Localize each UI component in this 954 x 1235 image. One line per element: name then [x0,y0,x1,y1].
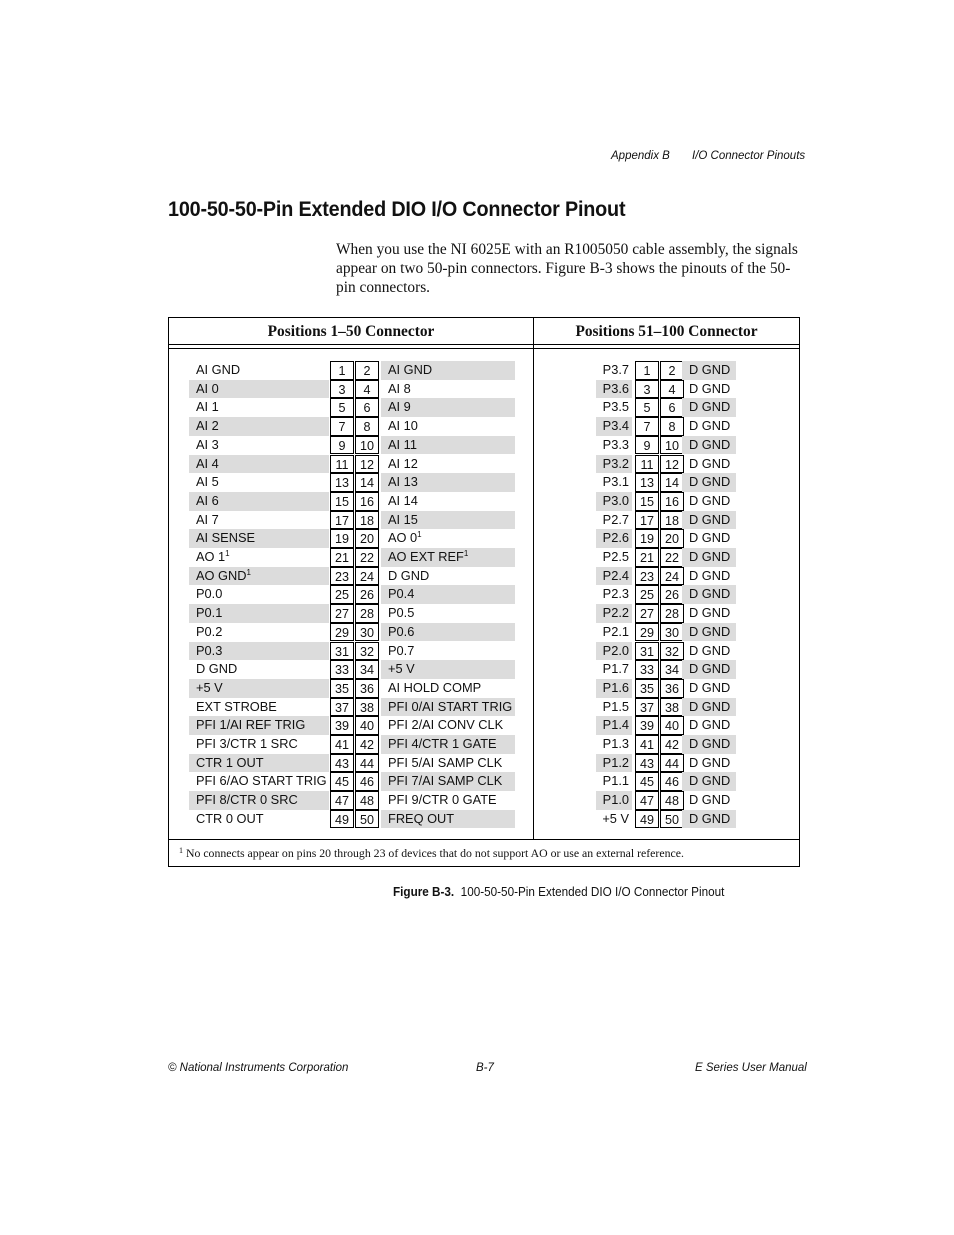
signal-label [596,754,632,773]
pin-number: 24 [660,567,684,586]
right-pin-row [169,604,799,623]
signal-name: AI GND [388,362,433,377]
signal-label [596,455,632,474]
signal-name: D GND [689,810,731,826]
pin-number: 19 [330,529,354,548]
pin-number: 24 [355,567,379,586]
signal-name: P1.5 [602,698,629,714]
signal-name: AI 9 [388,399,411,415]
signal-name: EXT STROBE [196,698,277,714]
signal-label [596,642,632,661]
pin-number: 43 [635,754,659,773]
pin-number: 47 [635,791,659,810]
pin-number: 50 [660,810,684,829]
pin-number: 36 [660,679,684,698]
signal-label [682,698,736,717]
signal-label [682,380,736,399]
signal-name: P2.2 [602,605,629,621]
pin-number: 16 [355,492,379,511]
right-pin-row [169,492,799,511]
pin-number: 34 [355,660,379,679]
pin-number: 17 [330,511,354,530]
signal-name: D GND [689,661,731,677]
signal-name: AI HOLD COMP [388,679,482,695]
footnote-rule [169,839,799,840]
signal-name: +5 V [196,679,223,695]
pin-number: 10 [355,436,379,455]
pin-number: 28 [660,604,684,623]
pin-number: 21 [635,548,659,567]
pin-number: 43 [330,754,354,773]
signal-name: PFI 7/AI SAMP CLK [388,773,503,789]
signal-name: D GND [689,605,731,621]
pin-number: 31 [330,642,354,661]
signal-label [596,567,632,586]
pin-number: 40 [355,716,379,735]
right-pin-row [169,473,799,492]
pin-number: 21 [330,548,354,567]
signal-name: D GND [689,362,731,377]
signal-label [596,398,632,417]
pin-number: 48 [355,791,379,810]
signal-name: P2.4 [602,567,629,583]
signal-name: P1.6 [602,679,629,695]
signal-label [682,548,736,567]
signal-name: AI SENSE [196,530,256,546]
signal-label [596,417,632,436]
signal-label [682,810,736,829]
signal-name: P3.6 [602,380,629,396]
pin-number: 3 [330,380,354,399]
pin-number: 46 [355,772,379,791]
signal-name: CTR 0 OUT [196,810,264,826]
signal-label [682,735,736,754]
signal-label [682,772,736,791]
pin-number: 36 [355,679,379,698]
pin-number: 38 [355,698,379,717]
pin-number: 9 [330,436,354,455]
pin-number: 29 [330,623,354,642]
signal-label [596,791,632,810]
right-pin-row [169,716,799,735]
signal-label [682,455,736,474]
signal-name: AI 12 [388,455,418,471]
pin-number: 10 [660,436,684,455]
pin-number: 17 [635,511,659,530]
pin-number: 13 [330,473,354,492]
right-pin-row [169,660,799,679]
pin-number: 29 [635,623,659,642]
signal-name: P3.3 [602,436,629,452]
signal-label [682,492,736,511]
signal-label [596,473,632,492]
signal-name: AO GND [196,567,247,583]
signal-name: AI 3 [196,436,219,452]
right-pin-row [169,511,799,530]
right-pin-row [169,791,799,810]
header-rule-top [169,344,799,345]
right-pin-row [169,398,799,417]
signal-name: D GND [689,492,731,508]
pin-number: 27 [635,604,659,623]
right-pin-row [169,735,799,754]
signal-name: AI 5 [196,474,219,490]
signal-name: P2.7 [602,511,629,527]
pin-number: 49 [635,810,659,829]
signal-name: D GND [689,736,731,751]
signal-name: D GND [689,623,731,639]
signal-name: P2.0 [602,642,629,658]
signal-label [596,772,632,791]
signal-name: P3.4 [602,418,629,434]
right-pin-row [169,810,799,829]
signal-name: FREQ OUT [388,810,455,826]
pin-number: 23 [635,567,659,586]
signal-name: P3.1 [602,474,629,490]
pin-number: 33 [635,660,659,679]
signal-name: P1.4 [602,717,629,733]
pin-number: 46 [660,772,684,791]
signal-name: P2.5 [602,549,629,564]
signal-label [596,492,632,511]
pin-number: 14 [355,473,379,492]
pin-number: 14 [660,473,684,492]
signal-name: AI 11 [388,436,417,452]
signal-name: PFI 0/AI START TRIG [388,698,513,714]
signal-label [596,716,632,735]
pin-number: 26 [355,585,379,604]
pin-number: 30 [355,623,379,642]
right-pin-row [169,455,799,474]
pin-number: 1 [635,361,659,380]
right-pin-row [169,623,799,642]
pin-number: 30 [660,623,684,642]
signal-label [682,791,736,810]
pin-number: 35 [330,679,354,698]
signal-name: AO EXT REF [388,549,464,564]
pin-number: 4 [660,380,684,399]
signal-name: D GND [689,586,731,602]
pin-number: 48 [660,791,684,810]
pin-number: 50 [355,810,379,829]
signal-name: AI GND [196,362,241,377]
signal-name: D GND [689,418,731,434]
signal-name: P2.6 [602,530,629,546]
pin-number: 5 [635,398,659,417]
pin-number: 18 [355,511,379,530]
pin-number: 38 [660,698,684,717]
pin-number: 20 [355,529,379,548]
signal-name: PFI 5/AI SAMP CLK [388,754,503,770]
signal-label [682,529,736,548]
signal-name: AI 13 [388,474,418,490]
signal-name: P0.1 [196,605,223,621]
header-section: I/O Connector Pinouts [692,150,806,162]
pin-number: 31 [635,642,659,661]
signal-name: P3.7 [602,362,629,377]
header-rule-bottom [169,348,799,349]
pin-number: 23 [330,567,354,586]
signal-label [596,380,632,399]
signal-label [596,548,632,567]
signal-label [596,585,632,604]
caption-text: 100-50-50-Pin Extended DIO I/O Connector Pinout [460,885,725,899]
signal-name: D GND [196,661,238,677]
pin-number: 34 [660,660,684,679]
signal-label [682,660,736,679]
footnote-ref: 1 [463,549,469,558]
signal-name: PFI 3/CTR 1 SRC [196,736,298,751]
pin-number: 15 [330,492,354,511]
pin-number: 37 [330,698,354,717]
right-pin-row [169,567,799,586]
signal-name: AI 7 [196,511,219,527]
pin-number: 41 [330,735,354,754]
pin-number: 35 [635,679,659,698]
footnote-text: No connects appear on pins 20 through 23 of devices that do not support AO or use an external reference. [185,846,684,860]
signal-name: AI 4 [196,455,219,471]
right-pin-row [169,361,799,380]
signal-name: AI 0 [196,380,219,396]
signal-name: D GND [689,474,731,490]
signal-name: AI 10 [388,418,418,434]
signal-name: P0.6 [388,623,415,639]
pin-number: 39 [635,716,659,735]
pinout-figure [168,317,800,867]
signal-label [682,623,736,642]
signal-name: +5 V [602,810,629,826]
signal-label [682,585,736,604]
signal-name: P1.3 [602,736,629,751]
signal-name: D GND [689,530,731,546]
pin-number: 47 [330,791,354,810]
signal-name: D GND [689,455,731,471]
signal-name: P1.7 [602,661,629,677]
signal-label [682,361,736,380]
figure-footnote [179,846,684,861]
signal-name: AO 0 [388,530,418,546]
signal-name: D GND [689,773,731,789]
pin-number: 6 [660,398,684,417]
pin-number: 44 [660,754,684,773]
footnote-ref: 1 [246,567,251,577]
signal-label [596,604,632,623]
pin-number: 25 [635,585,659,604]
signal-name: PFI 8/CTR 0 SRC [196,792,298,808]
signal-label [596,623,632,642]
signal-name: P0.5 [388,605,415,621]
signal-label [682,716,736,735]
signal-label [682,754,736,773]
signal-label [596,810,632,829]
signal-name: P3.2 [602,455,629,471]
signal-label [596,698,632,717]
signal-name: PFI 6/AO START TRIG [196,773,327,789]
header-appendix: Appendix B [611,150,670,162]
signal-name: D GND [689,511,731,527]
pin-number: 2 [660,361,684,380]
signal-label [596,529,632,548]
signal-name: D GND [689,549,731,564]
signal-name: PFI 2/AI CONV CLK [388,717,504,733]
pin-number: 12 [355,455,379,474]
right-pin-row [169,754,799,773]
signal-name: D GND [689,399,731,415]
signal-name: AI 6 [196,492,219,508]
right-pin-row [169,772,799,791]
pin-number: 12 [660,455,684,474]
signal-name: P0.7 [388,642,415,658]
signal-name: P2.3 [602,586,629,602]
signal-name: PFI 4/CTR 1 GATE [388,736,497,751]
signal-label [682,398,736,417]
right-pin-row [169,529,799,548]
pin-number: 32 [660,642,684,661]
signal-name: D GND [689,380,731,396]
footer-copyright: © National Instruments Corporation [168,1062,349,1074]
signal-label [596,735,632,754]
pin-number: 32 [355,642,379,661]
pin-number: 5 [330,398,354,417]
signal-label [596,660,632,679]
signal-name: P1.0 [602,792,629,808]
signal-name: D GND [689,698,731,714]
pin-number: 33 [330,660,354,679]
footer-manual-title: E Series User Manual [695,1062,807,1074]
pin-number: 11 [330,455,354,474]
pin-number: 22 [660,548,684,567]
pin-number: 4 [355,380,379,399]
signal-label [682,679,736,698]
pin-number: 9 [635,436,659,455]
pin-number: 40 [660,716,684,735]
pin-number: 42 [660,735,684,754]
signal-name: P3.0 [602,492,629,508]
signal-name: PFI 9/CTR 0 GATE [388,792,497,808]
pin-number: 39 [330,716,354,735]
signal-name: D GND [689,717,731,733]
signal-name: PFI 1/AI REF TRIG [196,717,306,733]
pin-number: 37 [635,698,659,717]
pin-number: 6 [355,398,379,417]
right-pin-row [169,436,799,455]
signal-label [596,436,632,455]
signal-name: D GND [689,792,731,808]
intro-paragraph: When you use the NI 6025E with an R1005050 cable assembly, the signals appear on two 50-pin connectors. Figure B-3 shows the pinouts of the 50-pin connectors. [336,241,798,296]
pin-number: 49 [330,810,354,829]
signal-name: P2.1 [602,623,629,639]
left-connector-heading: Positions 1–50 Connector [267,323,435,340]
pin-number: 13 [635,473,659,492]
right-pin-row [169,585,799,604]
signal-label [682,511,736,530]
signal-name: D GND [689,679,731,695]
pin-number: 7 [330,417,354,436]
pin-number: 16 [660,492,684,511]
right-pin-row [169,642,799,661]
page-title: 100-50-50-Pin Extended DIO I/O Connector Pinout [168,197,626,221]
pin-number: 1 [330,361,354,380]
pin-number: 41 [635,735,659,754]
caption-label: Figure B-3. [393,885,455,899]
signal-label [596,361,632,380]
signal-label [682,417,736,436]
signal-label [682,604,736,623]
signal-name: AI 15 [388,511,418,527]
right-pin-row [169,679,799,698]
signal-label [682,473,736,492]
signal-label [682,642,736,661]
signal-name: AI 1 [196,399,219,415]
pin-number: 7 [635,417,659,436]
signal-name: P0.3 [196,642,223,658]
signal-name: D GND [388,567,430,583]
footnote-ref: 1 [417,530,422,540]
pin-number: 3 [635,380,659,399]
pin-number: 8 [660,417,684,436]
signal-label [596,511,632,530]
pin-number: 22 [355,548,379,567]
figure-caption [393,885,724,899]
pin-number: 28 [355,604,379,623]
pin-number: 18 [660,511,684,530]
signal-name: +5 V [388,661,415,677]
pin-number: 44 [355,754,379,773]
pin-number: 26 [660,585,684,604]
signal-label [682,567,736,586]
signal-label [596,679,632,698]
right-pin-row [169,417,799,436]
pin-number: 45 [330,772,354,791]
signal-name: P3.5 [602,399,629,415]
pin-number: 19 [635,529,659,548]
pin-number: 25 [330,585,354,604]
pin-number: 2 [355,361,379,380]
footer-page-number: B-7 [476,1062,494,1074]
right-pin-row [169,548,799,567]
pin-number: 42 [355,735,379,754]
pin-number: 15 [635,492,659,511]
signal-name: D GND [689,754,731,770]
signal-name: D GND [689,567,731,583]
signal-name: P0.2 [196,623,223,639]
signal-name: P1.2 [602,754,629,770]
signal-name: AO 1 [196,549,226,564]
signal-name: P1.1 [602,773,629,789]
footnote-marker: 1 [179,846,183,855]
signal-name: AI 2 [196,418,219,434]
right-connector-heading: Positions 51–100 Connector [575,323,758,340]
signal-name: AI 14 [388,492,418,508]
right-pin-row [169,698,799,717]
pin-number: 11 [635,455,659,474]
pin-number: 8 [355,417,379,436]
signal-label [682,436,736,455]
pin-number: 20 [660,529,684,548]
signal-name: D GND [689,642,731,658]
signal-name: CTR 1 OUT [196,754,264,770]
signal-name: P0.4 [388,586,415,602]
signal-name: AI 8 [388,380,411,396]
signal-name: D GND [689,436,731,452]
signal-name: P0.0 [196,586,223,602]
right-pin-row [169,380,799,399]
pin-number: 27 [330,604,354,623]
pin-number: 45 [635,772,659,791]
footnote-ref: 1 [225,549,230,558]
